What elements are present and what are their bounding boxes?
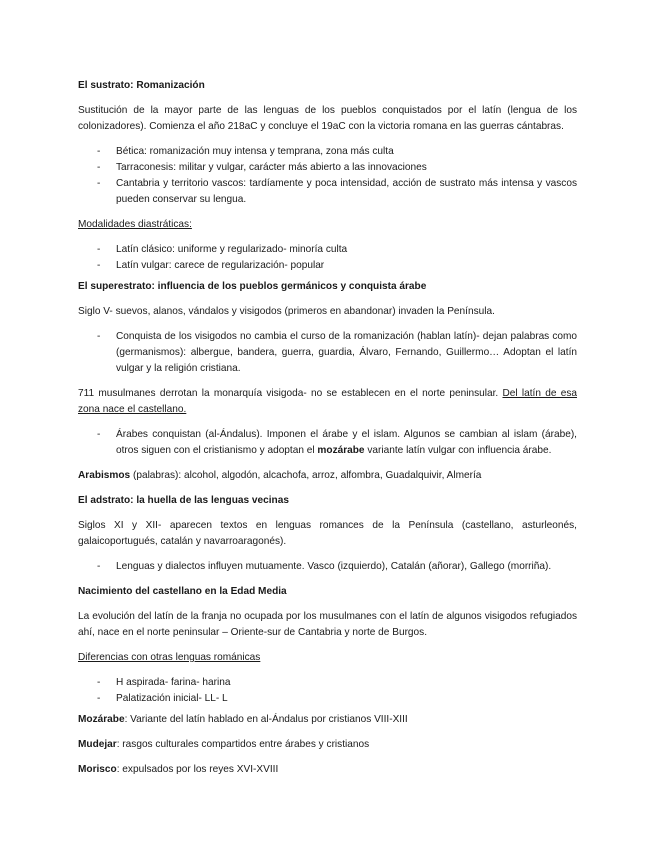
list-diferencias [78, 675, 577, 707]
para-adstrato: Siglos XI y XII- aparecen textos en lenguas romances de la Península (castellano, asturleonés, galaicoportugués, catalán y navarroaragonés). [78, 520, 577, 547]
list-adstrato [78, 559, 577, 575]
list-item [78, 258, 577, 274]
list-modalidades [78, 242, 577, 274]
list-item [78, 329, 577, 377]
para-711-text: 711 musulmanes derrotan la monarquía visigoda- no se establecen en el norte peninsular. [78, 388, 503, 399]
para-arabismos [78, 468, 577, 484]
def-mozarabe [78, 712, 577, 728]
bullet-dash: - [97, 677, 101, 688]
def-morisco [78, 762, 577, 778]
list-item-text: Latín clásico: uniforme y regularizado- minoría culta [116, 244, 348, 255]
list-item [78, 176, 577, 208]
def-text: : Variante del latín hablado en al-Ándalus por cristianos VIII-XIII [124, 714, 408, 725]
def-term: Mudejar [78, 739, 117, 750]
term-mozarabe: mozárabe [317, 445, 365, 456]
list-item-text: variante latín vulgar con influencia árabe. [364, 445, 552, 456]
bullet-dash: - [97, 146, 101, 157]
list-item-text: Palatización inicial- LL- L [116, 693, 228, 704]
bullet-dash: - [97, 178, 101, 189]
para-sustrato: Sustitución de la mayor parte de las lenguas de los pueblos conquistados por el latín (lengua de los colonizadores). Comienza el año 218aC y concluye el 19aC con la victoria romana en las guerras cántabras. [78, 105, 577, 132]
heading-modalidades: Modalidades diastráticas: [78, 219, 192, 230]
def-text: : rasgos culturales compartidos entre árabes y cristianos [116, 739, 370, 750]
heading-diferencias: Diferencias con otras lenguas románicas [78, 652, 261, 663]
list-item [78, 559, 577, 575]
para-siglo-v: Siglo V- suevos, alanos, vándalos y visigodos (primeros en abandonar) invaden la Península. [78, 306, 495, 317]
list-item [78, 691, 577, 707]
term-arabismos: Arabismos [78, 470, 131, 481]
list-item-text: Bética: romanización muy intensa y temprana, zona más culta [116, 146, 394, 157]
list-sustrato [78, 144, 577, 208]
list-item-text: Latín vulgar: carece de regularización- popular [116, 260, 325, 271]
list-item-text: Cantabria y territorio vascos: tardíamente y poca intensidad, acción de sustrato más intensa y vascos pueden conservar su lengua. [116, 178, 577, 205]
heading-superestrato: El superestrato: influencia de los pueblos germánicos y conquista árabe [78, 281, 427, 292]
para-nacimiento: La evolución del latín de la franja no ocupada por los musulmanes con el latín de algunos visigodos refugiados ahí, nace en el norte peninsular – Oriente-sur de Cantabria y norte de Burgos. [78, 611, 577, 638]
bullet-dash: - [97, 331, 101, 342]
list-item [78, 160, 577, 176]
bullet-dash: - [97, 561, 101, 572]
bullet-dash: - [97, 693, 101, 704]
def-text: : expulsados por los reyes XVI-XVIII [116, 764, 279, 775]
bullet-dash: - [97, 244, 101, 255]
heading-adstrato: El adstrato: la huella de las lenguas vecinas [78, 495, 289, 506]
list-item-text: H aspirada- farina- harina [116, 677, 231, 688]
list-item [78, 675, 577, 691]
list-item-text: Lenguas y dialectos influyen mutuamente. Vasco (izquierdo), Catalán (añorar), Gallego (morriña). [116, 561, 552, 572]
list-visigodos [78, 329, 577, 377]
heading-sustrato: El sustrato: Romanización [78, 80, 205, 91]
list-item-text: Tarraconesis: militar y vulgar, carácter más abierto a las innovaciones [116, 162, 427, 173]
list-item-text: Conquista de los visigodos no cambia el curso de la romanización (hablan latín)- dejan palabras como (germanismos): albergue, bandera, guerra, guardia, Álvaro, Fernando, Guillermo… Adoptan el latín vulgar y la religión cristiana. [116, 331, 577, 374]
heading-nacimiento: Nacimiento del castellano en la Edad Media [78, 586, 287, 597]
bullet-dash: - [97, 162, 101, 173]
bullet-dash: - [97, 260, 101, 271]
arabismos-text: (palabras): alcohol, algodón, alcachofa, arroz, alfombra, Guadalquivir, Almería [130, 470, 482, 481]
list-item [78, 144, 577, 160]
bullet-dash: - [97, 429, 101, 440]
list-item [78, 242, 577, 258]
def-term: Morisco [78, 764, 117, 775]
list-arabes [78, 427, 577, 459]
list-item-text: Árabes conquistan (al-Ándalus). Imponen el árabe y el islam. Algunos se cambian al islam (árabe), otros siguen con el cristianismo y adoptan el [116, 429, 577, 456]
list-item [78, 427, 577, 459]
para-711-underlined: Del latín de esa zona nace el castellano. [78, 388, 578, 415]
def-mudejar [78, 737, 577, 753]
def-term: Mozárabe [78, 714, 125, 725]
para-711 [78, 386, 577, 418]
